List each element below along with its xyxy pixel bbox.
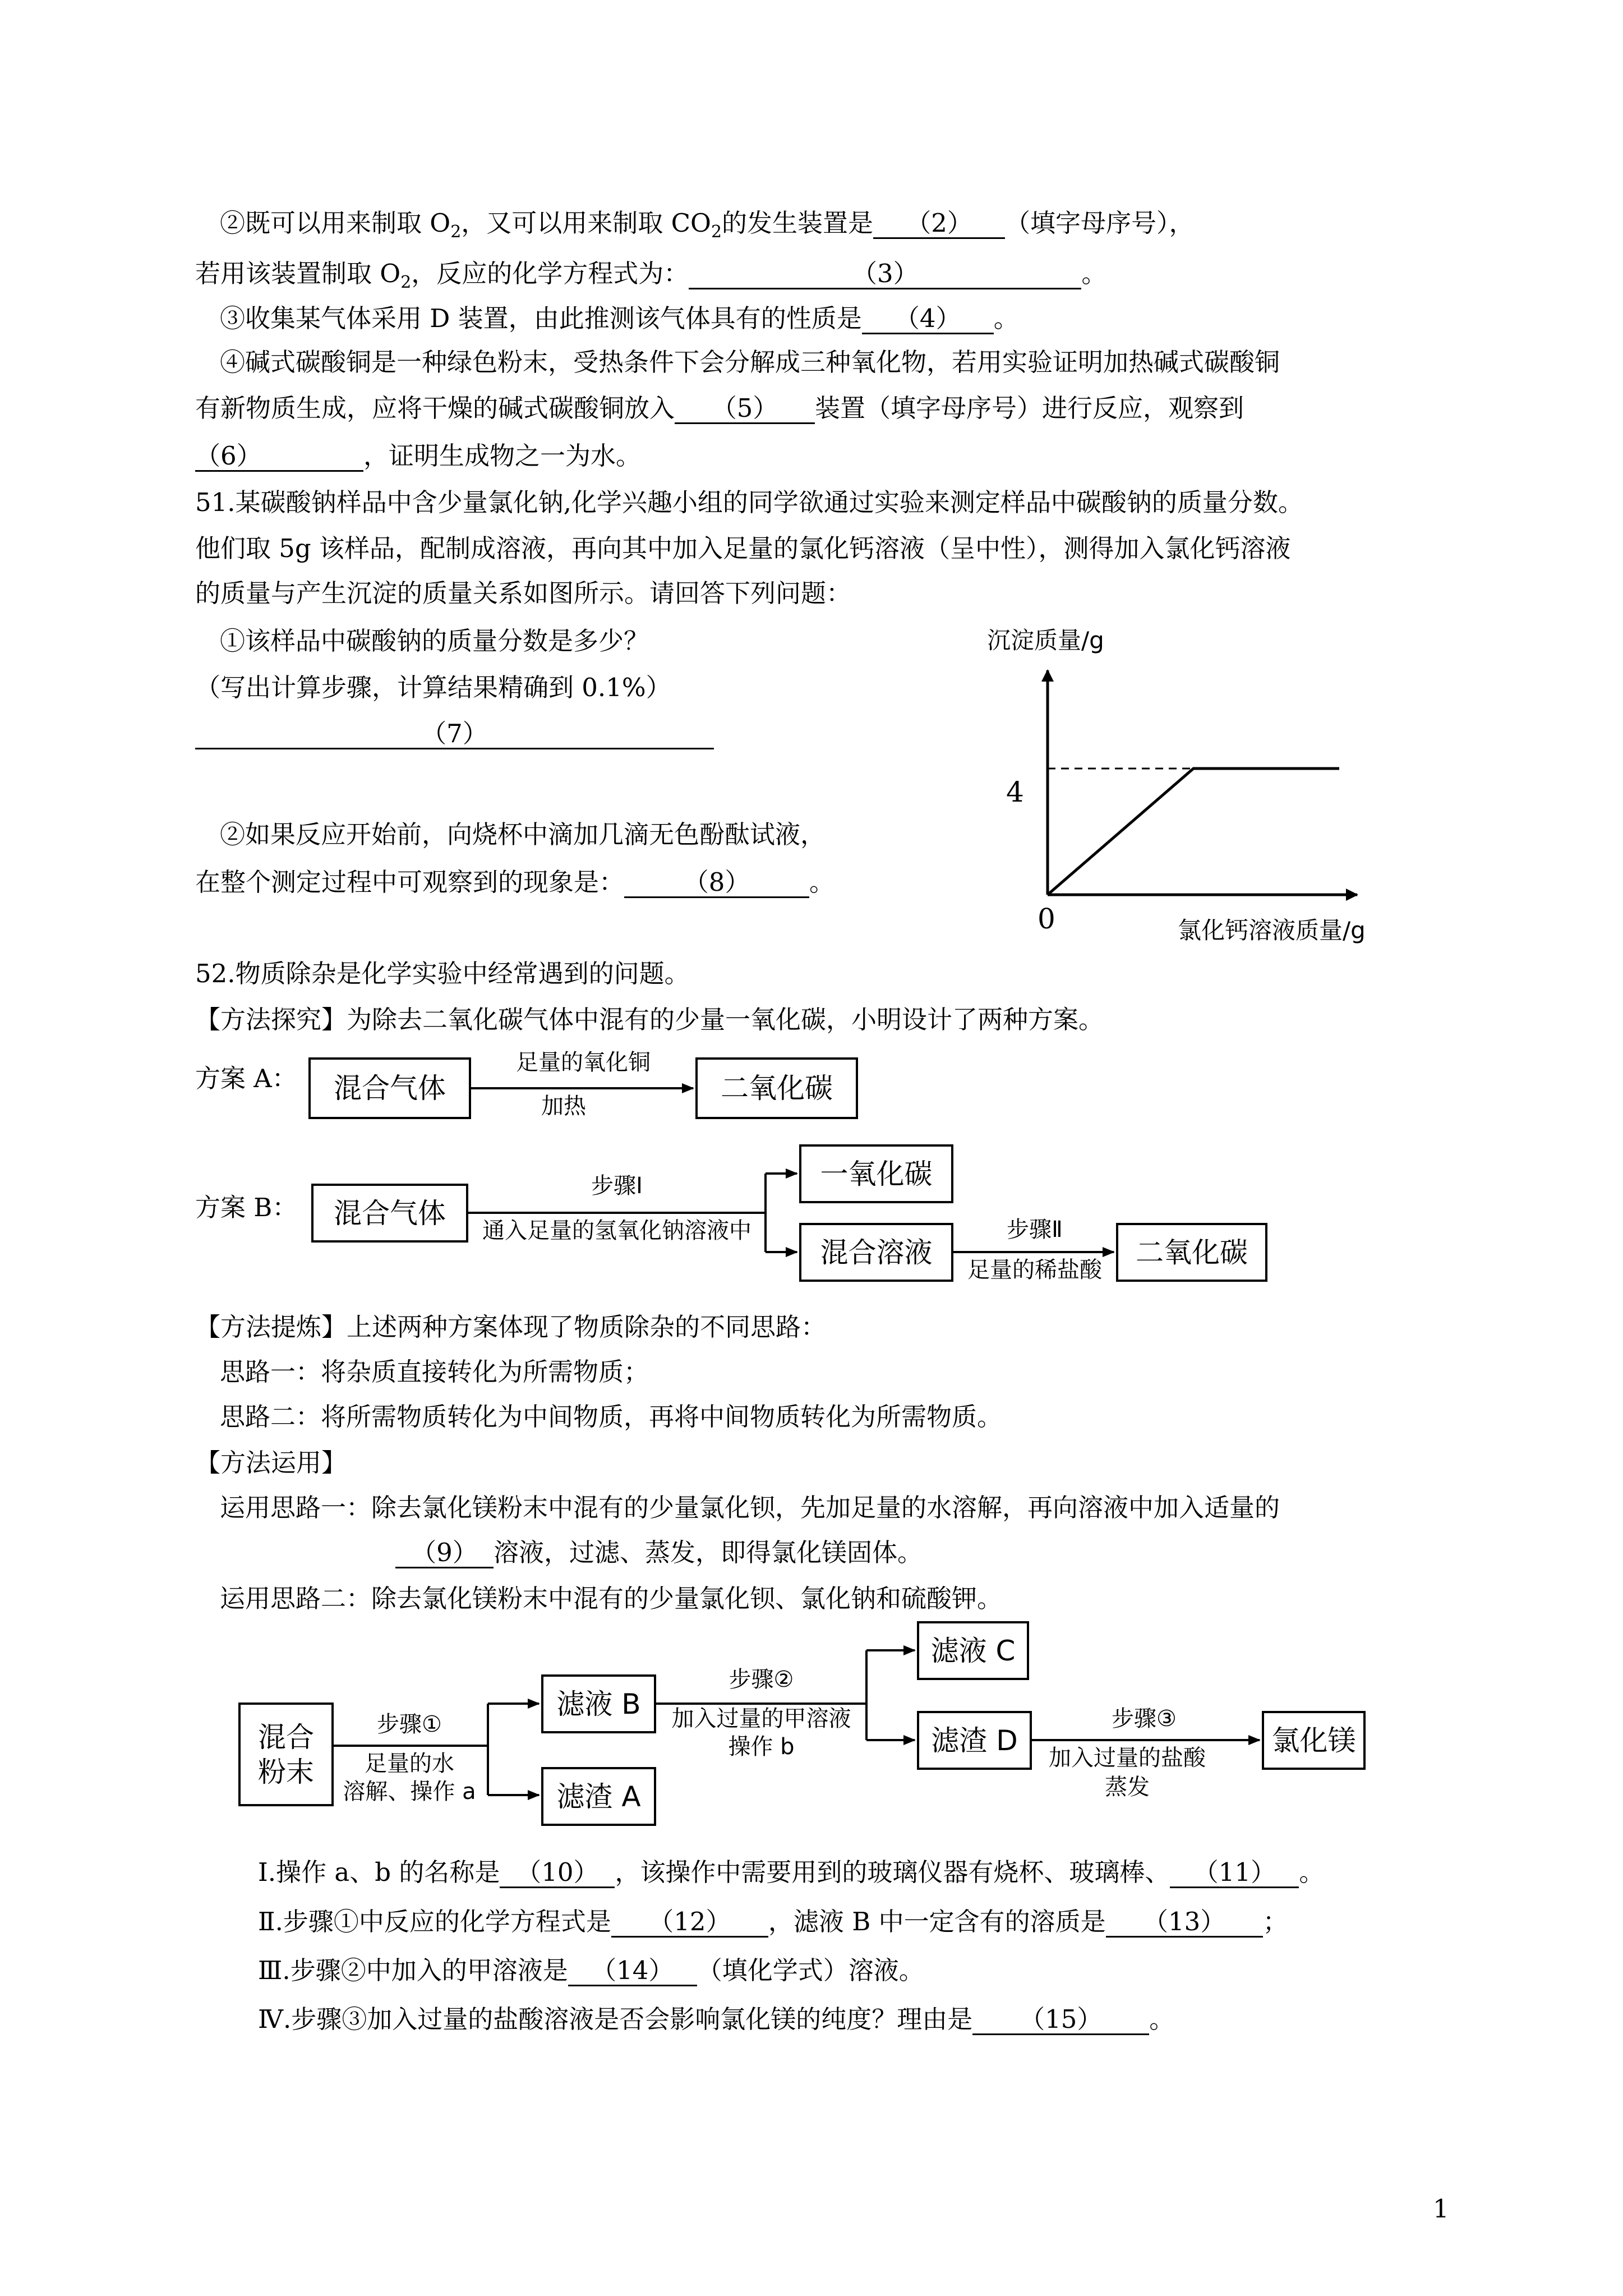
q52-line1: 52.物质除杂是化学实验中经常遇到的问题。 bbox=[195, 959, 690, 988]
flow-step3-cond1: 加入过量的盐酸 bbox=[1049, 1745, 1206, 1771]
flow-box-filtrate-b: 滤液 B bbox=[541, 1674, 656, 1733]
q52-subq-2: Ⅱ.步骤①中反应的化学方程式是 （12） ，滤液 B 中一定含有的溶质是 （13） ； bbox=[258, 1907, 1288, 1936]
chart-y-tick-4: 4 bbox=[1006, 776, 1024, 808]
blank-7[interactable]: （7） bbox=[195, 720, 714, 749]
q52-subq-3: Ⅲ.步骤②中加入的甲溶液是 （14） （填化学式）溶液。 bbox=[258, 1955, 924, 1985]
blank-13[interactable]: （13） bbox=[1106, 1908, 1263, 1938]
q52-subq-4: Ⅳ.步骤③加入过量的盐酸溶液是否会影响氯化镁的纯度？理由是 （15） 。 bbox=[258, 2004, 1175, 2034]
plan-a-condition-top: 足量的氧化铜 bbox=[516, 1050, 651, 1075]
flow-step1: 步骤① bbox=[377, 1711, 442, 1737]
q50-part2-line1: ②既可以用来制取 $O_2$，又可以用来制取 $CO_2$的发生装置是 （2） （填字母序号）， bbox=[220, 208, 1195, 242]
q52-refine: 【方法提炼】上述两种方案体现了物质除杂的不同思路： bbox=[195, 1312, 827, 1342]
plan-b-box-co: 一氧化碳 bbox=[799, 1144, 953, 1203]
blank-5[interactable]: （5） bbox=[675, 394, 815, 424]
flow-step2-cond1: 加入过量的甲溶液 bbox=[671, 1706, 851, 1732]
chart-origin-label: 0 bbox=[1038, 903, 1055, 935]
plan-b-step1-condition: 通入足量的氢氧化钠溶液中 bbox=[482, 1218, 751, 1244]
blank-8[interactable]: （8） bbox=[624, 868, 809, 898]
blank-10[interactable]: （10） bbox=[500, 1858, 615, 1888]
plan-b-box-mixed-solution: 混合溶液 bbox=[799, 1223, 953, 1282]
plan-a-condition-bottom: 加热 bbox=[541, 1093, 586, 1119]
blank-4[interactable]: （4） bbox=[862, 305, 994, 334]
flow-box-mgcl2: 氯化镁 bbox=[1262, 1711, 1366, 1770]
blank-15[interactable]: （15） bbox=[972, 2005, 1149, 2035]
plan-a-box-mixed-gas: 混合气体 bbox=[308, 1057, 471, 1119]
q52-subq-1: Ⅰ.操作 a、b 的名称是 （10） ，该操作中需要用到的玻璃仪器有烧杯、玻璃棒、 （11） 。 bbox=[258, 1857, 1325, 1887]
q50-part4-line3: （6） ，证明生成物之一为水。 bbox=[195, 441, 642, 471]
blank-6[interactable]: （6） bbox=[195, 442, 363, 472]
q52-use1-line2: （9） 溶液，过滤、蒸发，即得氯化镁固体。 bbox=[395, 1537, 923, 1568]
q52-idea2: 思路二：将所需物质转化为中间物质，再将中间物质转化为所需物质。 bbox=[220, 1402, 1003, 1432]
flow-step2-cond2: 操作 b bbox=[728, 1734, 795, 1760]
flow-box-mixed-powder: 混合 粉末 bbox=[238, 1703, 334, 1806]
flow-box-filtrate-c: 滤液 C bbox=[917, 1621, 1029, 1680]
plan-b-step2: 步骤Ⅱ bbox=[1007, 1217, 1063, 1243]
q50-part4-line2: 有新物质生成，应将干燥的碱式碳酸铜放入 （5） 装置（填字母序号）进行反应，观察到 bbox=[195, 393, 1244, 423]
plan-a-box-co2: 二氧化碳 bbox=[695, 1057, 858, 1119]
q51-line1: 51.某碳酸钠样品中含少量氯化钠,化学兴趣小组的同学欲通过实验来测定样品中碳酸钠的质量分数。 bbox=[195, 487, 1303, 517]
chart-x-label: 氯化钙溶液质量/g bbox=[1178, 917, 1366, 944]
q51-sub2: ②如果反应开始前，向烧杯中滴加几滴无色酚酞试液， bbox=[220, 820, 826, 849]
plan-b-box-mixed-gas: 混合气体 bbox=[311, 1184, 468, 1243]
blank-12[interactable]: （12） bbox=[611, 1908, 768, 1938]
flow-step3-cond2: 蒸发 bbox=[1105, 1774, 1150, 1800]
q51-sub1-note: （写出计算步骤，计算结果精确到 0.1%） bbox=[195, 673, 671, 702]
flow-step2: 步骤② bbox=[728, 1667, 794, 1692]
q51-line3: 的质量与产生沉淀的质量关系如图所示。请回答下列问题： bbox=[195, 578, 852, 608]
q51-sub2-line2: 在整个测定过程中可观察到的现象是： （8） 。 bbox=[195, 867, 835, 897]
flow-box-residue-d: 滤渣 D bbox=[917, 1711, 1032, 1770]
plan-b-step2-condition: 足量的稀盐酸 bbox=[967, 1257, 1102, 1283]
flow-step1-cond2: 溶解、操作 a bbox=[343, 1779, 476, 1805]
flow-step3: 步骤③ bbox=[1112, 1706, 1177, 1732]
flow-step1-cond1: 足量的水 bbox=[365, 1751, 454, 1777]
blank-3[interactable]: （3） bbox=[689, 260, 1081, 289]
flow-box-residue-a: 滤渣 A bbox=[541, 1767, 656, 1826]
chart-y-label: 沉淀质量/g bbox=[987, 627, 1104, 654]
blank-2[interactable]: （2） bbox=[873, 209, 1005, 239]
q52-use2: 运用思路二：除去氯化镁粉末中混有的少量氯化钡、氯化钠和硫酸钾。 bbox=[220, 1584, 1003, 1613]
q52-idea1: 思路一：将杂质直接转化为所需物质； bbox=[220, 1357, 649, 1387]
q51-sub1: ①该样品中碳酸钠的质量分数是多少？ bbox=[220, 626, 649, 656]
plan-a-label: 方案 A： bbox=[195, 1064, 297, 1093]
q52-explore: 【方法探究】为除去二氧化碳气体中混有的少量一氧化碳，小明设计了两种方案。 bbox=[195, 1005, 1104, 1034]
plan-b-box-co2: 二氧化碳 bbox=[1116, 1223, 1267, 1282]
q50-part3: ③收集某气体采用 D 装置，由此推测该气体具有的性质是 （4） 。 bbox=[220, 303, 1019, 333]
plan-b-label: 方案 B： bbox=[195, 1193, 298, 1222]
q50-part2-line2: 若用该装置制取 $O_2$，反应的化学方程式为： （3） 。 bbox=[195, 259, 1107, 292]
page-number: 1 bbox=[1433, 2194, 1449, 2224]
q52-use1-line1: 运用思路一：除去氯化镁粉末中混有的少量氯化钡，先加足量的水溶解，再向溶液中加入适量的 bbox=[220, 1493, 1280, 1522]
blank-11[interactable]: （11） bbox=[1170, 1858, 1299, 1888]
q52-apply: 【方法运用】 bbox=[195, 1448, 347, 1478]
q51-line2: 他们取 5g 该样品，配制成溶液，再向其中加入足量的氯化钙溶液（呈中性），测得加入氯化钙溶液 bbox=[195, 533, 1291, 563]
blank-14[interactable]: （14） bbox=[568, 1957, 697, 1986]
plan-b-step1: 步骤Ⅰ bbox=[591, 1173, 643, 1199]
q50-part4-line1: ④碱式碳酸铜是一种绿色粉末，受热条件下会分解成三种氧化物，若用实验证明加热碱式碳酸铜 bbox=[220, 347, 1280, 377]
blank-9[interactable]: （9） bbox=[395, 1539, 494, 1568]
